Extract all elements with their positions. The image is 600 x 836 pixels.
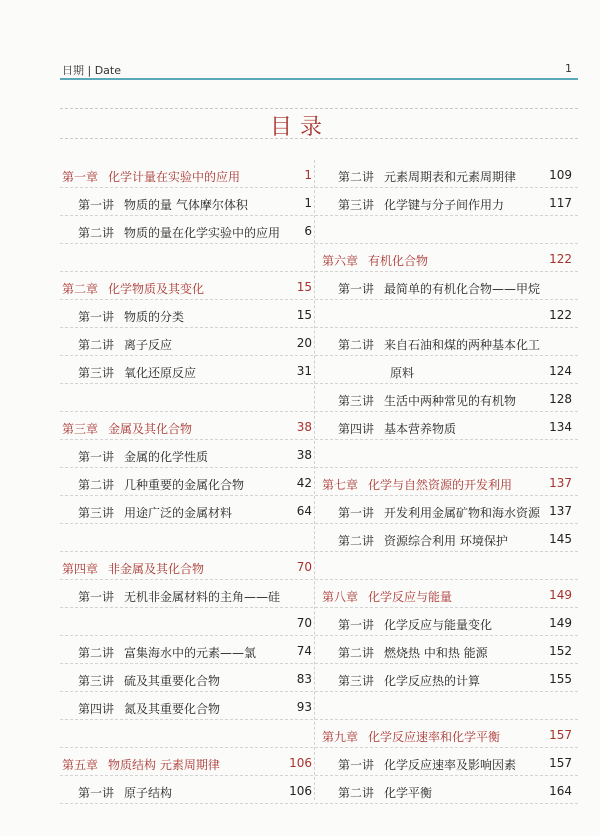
toc-chapter-row <box>60 160 318 188</box>
page-ref: 164 <box>549 784 572 798</box>
entry-title: 第三讲 化学反应热的计算 <box>338 674 481 688</box>
toc-right-column <box>320 160 578 804</box>
page-ref: 145 <box>549 532 572 546</box>
page-ref: 109 <box>549 168 572 182</box>
lecture-label: 第三讲 <box>338 674 375 688</box>
chapter-label: 第六章 <box>322 254 359 268</box>
toc-entry-row <box>60 776 318 804</box>
page-ref: 6 <box>304 224 312 238</box>
toc-spacer <box>60 720 318 748</box>
lecture-label: 第二讲 <box>78 338 115 352</box>
entry-title: 第一讲 开发利用金属矿物和海水资源 <box>338 506 541 520</box>
entry-title: 第三讲 氧化还原反应 <box>78 366 197 380</box>
page-ref: 64 <box>296 504 312 518</box>
toc-entry-row <box>60 216 318 244</box>
page-ref: 157 <box>549 756 572 770</box>
lecture-label: 第二讲 <box>338 170 375 184</box>
chapter-label: 第七章 <box>322 478 359 492</box>
page-ref: 122 <box>549 252 572 266</box>
toc-entry-row <box>60 496 318 524</box>
entry-title: 第三讲 化学键与分子间作用力 <box>338 198 505 212</box>
entry-title: 第二讲 化学平衡 <box>338 786 433 800</box>
chapter-title: 第四章 非金属及其化合物 <box>62 562 205 576</box>
toc-entry-row <box>60 608 318 636</box>
page-ref: 106 <box>289 756 312 770</box>
entry-title: 第一讲 化学反应速率及影响因素 <box>338 758 517 772</box>
lecture-label: 第二讲 <box>78 226 115 240</box>
toc-entry-row <box>320 160 578 188</box>
entry-title: 第一讲 最简单的有机化合物——甲烷 <box>338 282 541 296</box>
lecture-label: 第三讲 <box>78 674 115 688</box>
page-ref: 15 <box>296 308 312 322</box>
page-ref: 83 <box>296 672 312 686</box>
toc-entry-row <box>320 608 578 636</box>
toc-entry-row <box>60 356 318 384</box>
toc-entry-row <box>320 356 578 384</box>
toc-entry-row <box>320 412 578 440</box>
page-ref: 134 <box>549 420 572 434</box>
entry-title: 第一讲 原子结构 <box>78 786 173 800</box>
toc-chapter-row <box>320 468 578 496</box>
page-ref: 117 <box>549 196 572 210</box>
page-ref: 155 <box>549 672 572 686</box>
lecture-label: 第一讲 <box>78 590 115 604</box>
toc-left-column <box>60 160 318 804</box>
page-ref: 38 <box>296 420 312 434</box>
toc-chapter-row <box>60 272 318 300</box>
lecture-label: 第三讲 <box>78 506 115 520</box>
page-ref: 122 <box>549 308 572 322</box>
toc-entry-row <box>320 384 578 412</box>
lecture-label: 第一讲 <box>78 310 115 324</box>
lecture-label: 第二讲 <box>338 786 375 800</box>
page-ref: 70 <box>296 616 312 630</box>
page-ref: 70 <box>296 560 312 574</box>
chapter-title: 第九章 化学反应速率和化学平衡 <box>322 730 501 744</box>
chapter-title: 第三章 金属及其化合物 <box>62 422 193 436</box>
entry-title: 第二讲 物质的量在化学实验中的应用 <box>78 226 281 240</box>
toc-entry-row <box>320 748 578 776</box>
toc-entry-row <box>320 188 578 216</box>
page-title: 目录 <box>269 115 330 140</box>
chapter-title: 第五章 物质结构 元素周期律 <box>62 758 220 772</box>
toc-spacer <box>320 216 578 244</box>
page-ref: 42 <box>296 476 312 490</box>
entry-title: 第四讲 基本营养物质 <box>338 422 457 436</box>
entry-title: 第二讲 资源综合利用 环境保护 <box>338 534 508 548</box>
entry-title: 第三讲 生活中两种常见的有机物 <box>338 394 517 408</box>
lecture-label: 第二讲 <box>338 646 375 660</box>
page-ref: 137 <box>549 504 572 518</box>
chapter-label: 第九章 <box>322 730 359 744</box>
entry-title: 第四讲 氮及其重要化合物 <box>78 702 221 716</box>
page-header <box>62 60 576 78</box>
toc-entry-row <box>320 664 578 692</box>
entry-title: 第一讲 物质的量 气体摩尔体积 <box>78 198 248 212</box>
page-ref: 74 <box>296 644 312 658</box>
page-ref: 20 <box>296 336 312 350</box>
toc-chapter-row <box>60 412 318 440</box>
entry-title: 第三讲 硫及其重要化合物 <box>78 674 221 688</box>
toc-entry-row <box>320 524 578 552</box>
page-ref: 106 <box>289 784 312 798</box>
chapter-title: 第二章 化学物质及其变化 <box>62 282 205 296</box>
toc-spacer <box>320 692 578 720</box>
lecture-label: 第三讲 <box>78 366 115 380</box>
toc-entry-row <box>60 188 318 216</box>
page-ref: 149 <box>549 616 572 630</box>
toc-entry-row <box>60 636 318 664</box>
title-rule-bottom <box>60 138 578 139</box>
toc-entry-row <box>60 440 318 468</box>
page-ref: 149 <box>549 588 572 602</box>
toc-entry-row <box>320 328 578 356</box>
entry-title: 第一讲 金属的化学性质 <box>78 450 209 464</box>
lecture-label: 第四讲 <box>78 702 115 716</box>
toc-entry-row <box>60 580 318 608</box>
toc-spacer <box>320 440 578 468</box>
page-ref: 1 <box>304 168 312 182</box>
page-ref: 15 <box>296 280 312 294</box>
entry-title: 第一讲 化学反应与能量变化 <box>338 618 493 632</box>
toc-spacer <box>60 384 318 412</box>
lecture-label: 第一讲 <box>338 758 375 772</box>
lecture-label: 第三讲 <box>338 198 375 212</box>
lecture-label: 第四讲 <box>338 422 375 436</box>
toc-chapter-row <box>60 748 318 776</box>
lecture-label: 第二讲 <box>338 338 375 352</box>
chapter-label: 第八章 <box>322 590 359 604</box>
toc-chapter-row <box>60 552 318 580</box>
chapter-label: 第二章 <box>62 282 99 296</box>
date-label: 日期 | Date <box>62 64 121 77</box>
page-ref: 93 <box>296 700 312 714</box>
page-ref: 31 <box>296 364 312 378</box>
toc-entry-row <box>320 496 578 524</box>
chapter-label: 第三章 <box>62 422 99 436</box>
toc-entry-row <box>60 328 318 356</box>
toc-spacer <box>320 552 578 580</box>
toc-entry-row <box>320 636 578 664</box>
page-ref: 152 <box>549 644 572 658</box>
entry-title: 第二讲 元素周期表和元素周期律 <box>338 170 517 184</box>
toc-entry-row <box>60 468 318 496</box>
lecture-label: 第一讲 <box>338 506 375 520</box>
toc-chapter-row <box>320 244 578 272</box>
toc-spacer <box>60 244 318 272</box>
page-ref: 124 <box>549 364 572 378</box>
entry-title: 第二讲 富集海水中的元素——氯 <box>78 646 257 660</box>
lecture-label: 第一讲 <box>78 450 115 464</box>
toc-entry-row <box>320 776 578 804</box>
page-ref: 1 <box>304 196 312 210</box>
chapter-title: 第六章 有机化合物 <box>322 254 429 268</box>
page-ref: 137 <box>549 476 572 490</box>
page-number: 1 <box>565 62 572 75</box>
chapter-label: 第四章 <box>62 562 99 576</box>
chapter-label: 第一章 <box>62 170 99 184</box>
entry-title: 第二讲 几种重要的金属化合物 <box>78 478 245 492</box>
entry-title: 第一讲 物质的分类 <box>78 310 185 324</box>
toc-spacer <box>60 524 318 552</box>
entry-title: 第二讲 离子反应 <box>78 338 173 352</box>
toc-entry-row <box>320 272 578 300</box>
header-divider <box>60 78 578 80</box>
lecture-label: 第三讲 <box>338 394 375 408</box>
entry-title: 第二讲 来自石油和煤的两种基本化工 <box>338 338 541 352</box>
toc-chapter-row <box>320 720 578 748</box>
lecture-label: 第一讲 <box>338 282 375 296</box>
lecture-label: 第二讲 <box>78 646 115 660</box>
lecture-label: 第二讲 <box>78 478 115 492</box>
entry-title: 第一讲 无机非金属材料的主角——硅 <box>78 590 281 604</box>
entry-title: 第二讲 燃烧热 中和热 能源 <box>338 646 488 660</box>
page-ref: 128 <box>549 392 572 406</box>
lecture-label: 第一讲 <box>338 618 375 632</box>
toc-entry-row <box>60 300 318 328</box>
chapter-title: 第八章 化学反应与能量 <box>322 590 453 604</box>
chapter-title: 第七章 化学与自然资源的开发利用 <box>322 478 513 492</box>
toc-chapter-row <box>320 580 578 608</box>
chapter-label: 第五章 <box>62 758 99 772</box>
toc-entry-row <box>320 300 578 328</box>
toc-entry-row <box>60 664 318 692</box>
toc-entry-row <box>60 692 318 720</box>
lecture-label: 第二讲 <box>338 534 375 548</box>
page-ref: 38 <box>296 448 312 462</box>
lecture-label: 第一讲 <box>78 198 115 212</box>
lecture-label: 第一讲 <box>78 786 115 800</box>
title-rule-top <box>60 108 578 109</box>
page-ref: 157 <box>549 728 572 742</box>
entry-title: 原料 <box>390 366 415 380</box>
chapter-title: 第一章 化学计量在实验中的应用 <box>62 170 241 184</box>
entry-title: 第三讲 用途广泛的金属材料 <box>78 506 233 520</box>
